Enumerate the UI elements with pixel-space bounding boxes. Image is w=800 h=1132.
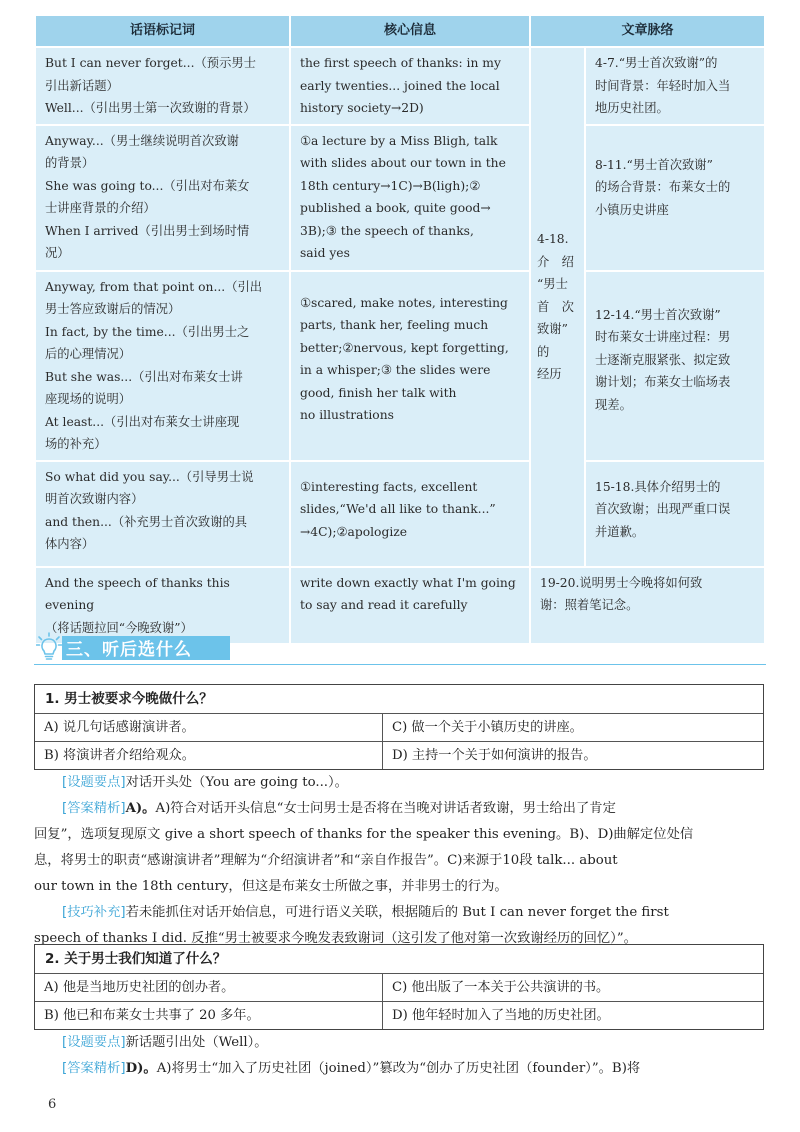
table-row — [35, 461, 765, 567]
core-cell: ①a lecture by a Miss Bligh, talk with slides about our town in the 18th century→1C)→B(ligh);② published a book, quite good→ 3B);③ the speech of thanks, said yes — [290, 125, 530, 271]
key-point-label: [设题要点] — [62, 1035, 126, 1050]
markers-cell: But I can never forget...（预示男士 引出新话题） Well...（引出男士第一次致谢的背景） — [35, 47, 290, 125]
key-point-label: [设题要点] — [62, 775, 126, 790]
option-b: B) 将演讲者介绍给观众。 — [35, 742, 383, 769]
q1-tip: [技巧补充]若未能抓住对话开始信息，可进行语义关联，根据随后的 But I can never forget the first speech of thanks I did. 反推“男士被要求今晚发表致谢词（这引发了他对第一次致谢经历的回忆）”。 — [34, 905, 669, 946]
q1-key-point: [设题要点]对话开头处（You are going to...）。 — [62, 775, 348, 790]
option-d: D) 主持一个关于如何演讲的报告。 — [392, 748, 597, 763]
answer: A)。 — [125, 801, 156, 816]
header-core-info: 核心信息 — [290, 15, 530, 47]
table-row — [35, 47, 765, 125]
section-divider — [34, 664, 766, 665]
page-number: 6 — [48, 1097, 57, 1112]
question-2-options — [35, 974, 763, 1029]
core-cell: the first speech of thanks: in my early twenties... joined the local history society→2D) — [290, 47, 530, 125]
merged-context-cell: 4-18. 介 绍 “男士 首 次 致谢” 的 经历 — [530, 47, 585, 567]
question-1-stem: 1. 男士被要求今晚做什么？ — [35, 685, 763, 714]
q2-analysis: [答案精析]D)。A)将男士“加入了历史社团（joined）”篡改为“创办了历史社团（founder）”。B)将 — [62, 1061, 641, 1076]
question-1-box — [34, 684, 764, 770]
header-markers: 话语标记词 — [35, 15, 290, 47]
option-b: B) 他已和布莱女士共事了 20 多年。 — [35, 1002, 383, 1029]
question-1-options — [35, 714, 763, 769]
table-header-row — [35, 15, 765, 47]
q2-explanation — [34, 1030, 766, 1082]
option-c: C) 他出版了一本关于公共演讲的书。 — [383, 974, 763, 1002]
lightbulb-icon — [36, 632, 62, 662]
context-cell: 12-14.“男士首次致谢” 时布莱女士讲座过程：男 士逐渐克服紧张、拟定致 谢计划；布莱女士临场表 现差。 — [585, 271, 765, 461]
q1-analysis: [答案精析]A)。A)符合对话开头信息“女士问男士是否将在当晚对讲话者致谢，男士给出了肯定 回复”，选项复现原文 give a short speech of thanks for the speaker this evening。B)、D)曲解定位处信 息，将男士的职责“感谢演讲者”理解为“介绍演讲者”和“亲自作报告”。C)来源于10段 talk... about our town in the 18th century，但这是布莱女士所做之事，并非男士的行为。 — [34, 801, 694, 894]
context-cell: 19-20.说明男士今晚将如何致 谢：照着笔记念。 — [530, 567, 765, 645]
markers-cell: So what did you say...（引导男士说 明首次致谢内容） and then...（补充男士首次致谢的具 体内容） — [35, 461, 290, 567]
q1-explanation — [34, 770, 766, 952]
markers-cell: And the speech of thanks this evening （将话题拉回“今晚致谢”） — [35, 567, 290, 645]
answer: D)。 — [125, 1061, 157, 1076]
analysis-label: [答案精析] — [62, 1061, 126, 1076]
option-a: A) 说几句话感谢演讲者。 — [35, 714, 383, 742]
section-title: 三、听后选什么 — [66, 640, 192, 660]
context-cell: 15-18.具体介绍男士的 首次致谢；出现严重口误 并道歉。 — [585, 461, 765, 567]
tip-label: [技巧补充] — [62, 905, 126, 920]
context-cell: 8-11.“男士首次致谢” 的场合背景：布莱女士的 小镇历史讲座 — [585, 125, 765, 271]
discourse-analysis-table — [34, 14, 766, 645]
core-cell: ①scared, make notes, interesting parts, thank her, feeling much better;②nervous, kept forgetting, in a whisper;③ the slides were good, finish her talk with no illustrations — [290, 271, 530, 461]
header-context: 文章脉络 — [530, 15, 765, 47]
markers-cell: Anyway, from that point on...（引出 男士答应致谢后的情况） In fact, by the time...（引出男士之 后的心理情况） But she was...（引出对布莱女士讲 座现场的说明） At least...（引出对布莱女士讲座现 场的补充） — [35, 271, 290, 461]
core-cell: ①interesting facts, excellent slides,“We'd all like to thank...” →4C);②apologize — [290, 461, 530, 567]
section-header — [34, 630, 764, 664]
option-a: A) 他是当地历史社团的创办者。 — [35, 974, 383, 1002]
option-d: D) 他年轻时加入了当地的历史社团。 — [392, 1008, 610, 1023]
option-c: C) 做一个关于小镇历史的讲座。 — [383, 714, 763, 742]
question-2-stem: 2. 关于男士我们知道了什么？ — [35, 945, 763, 974]
context-cell: 4-7.“男士首次致谢”的 时间背景：年轻时加入当 地历史社团。 — [585, 47, 765, 125]
q2-key-point: [设题要点]新话题引出处（Well）。 — [62, 1035, 268, 1050]
table-row — [35, 271, 765, 461]
core-cell: write down exactly what I'm going to say and read it carefully — [290, 567, 530, 645]
markers-cell: Anyway...（男士继续说明首次致谢 的背景） She was going to...（引出对布莱女 士讲座背景的介绍） When I arrived（引出男士到场时情 况） — [35, 125, 290, 271]
question-2-box — [34, 944, 764, 1030]
table-row — [35, 125, 765, 271]
analysis-label: [答案精析] — [62, 801, 126, 816]
